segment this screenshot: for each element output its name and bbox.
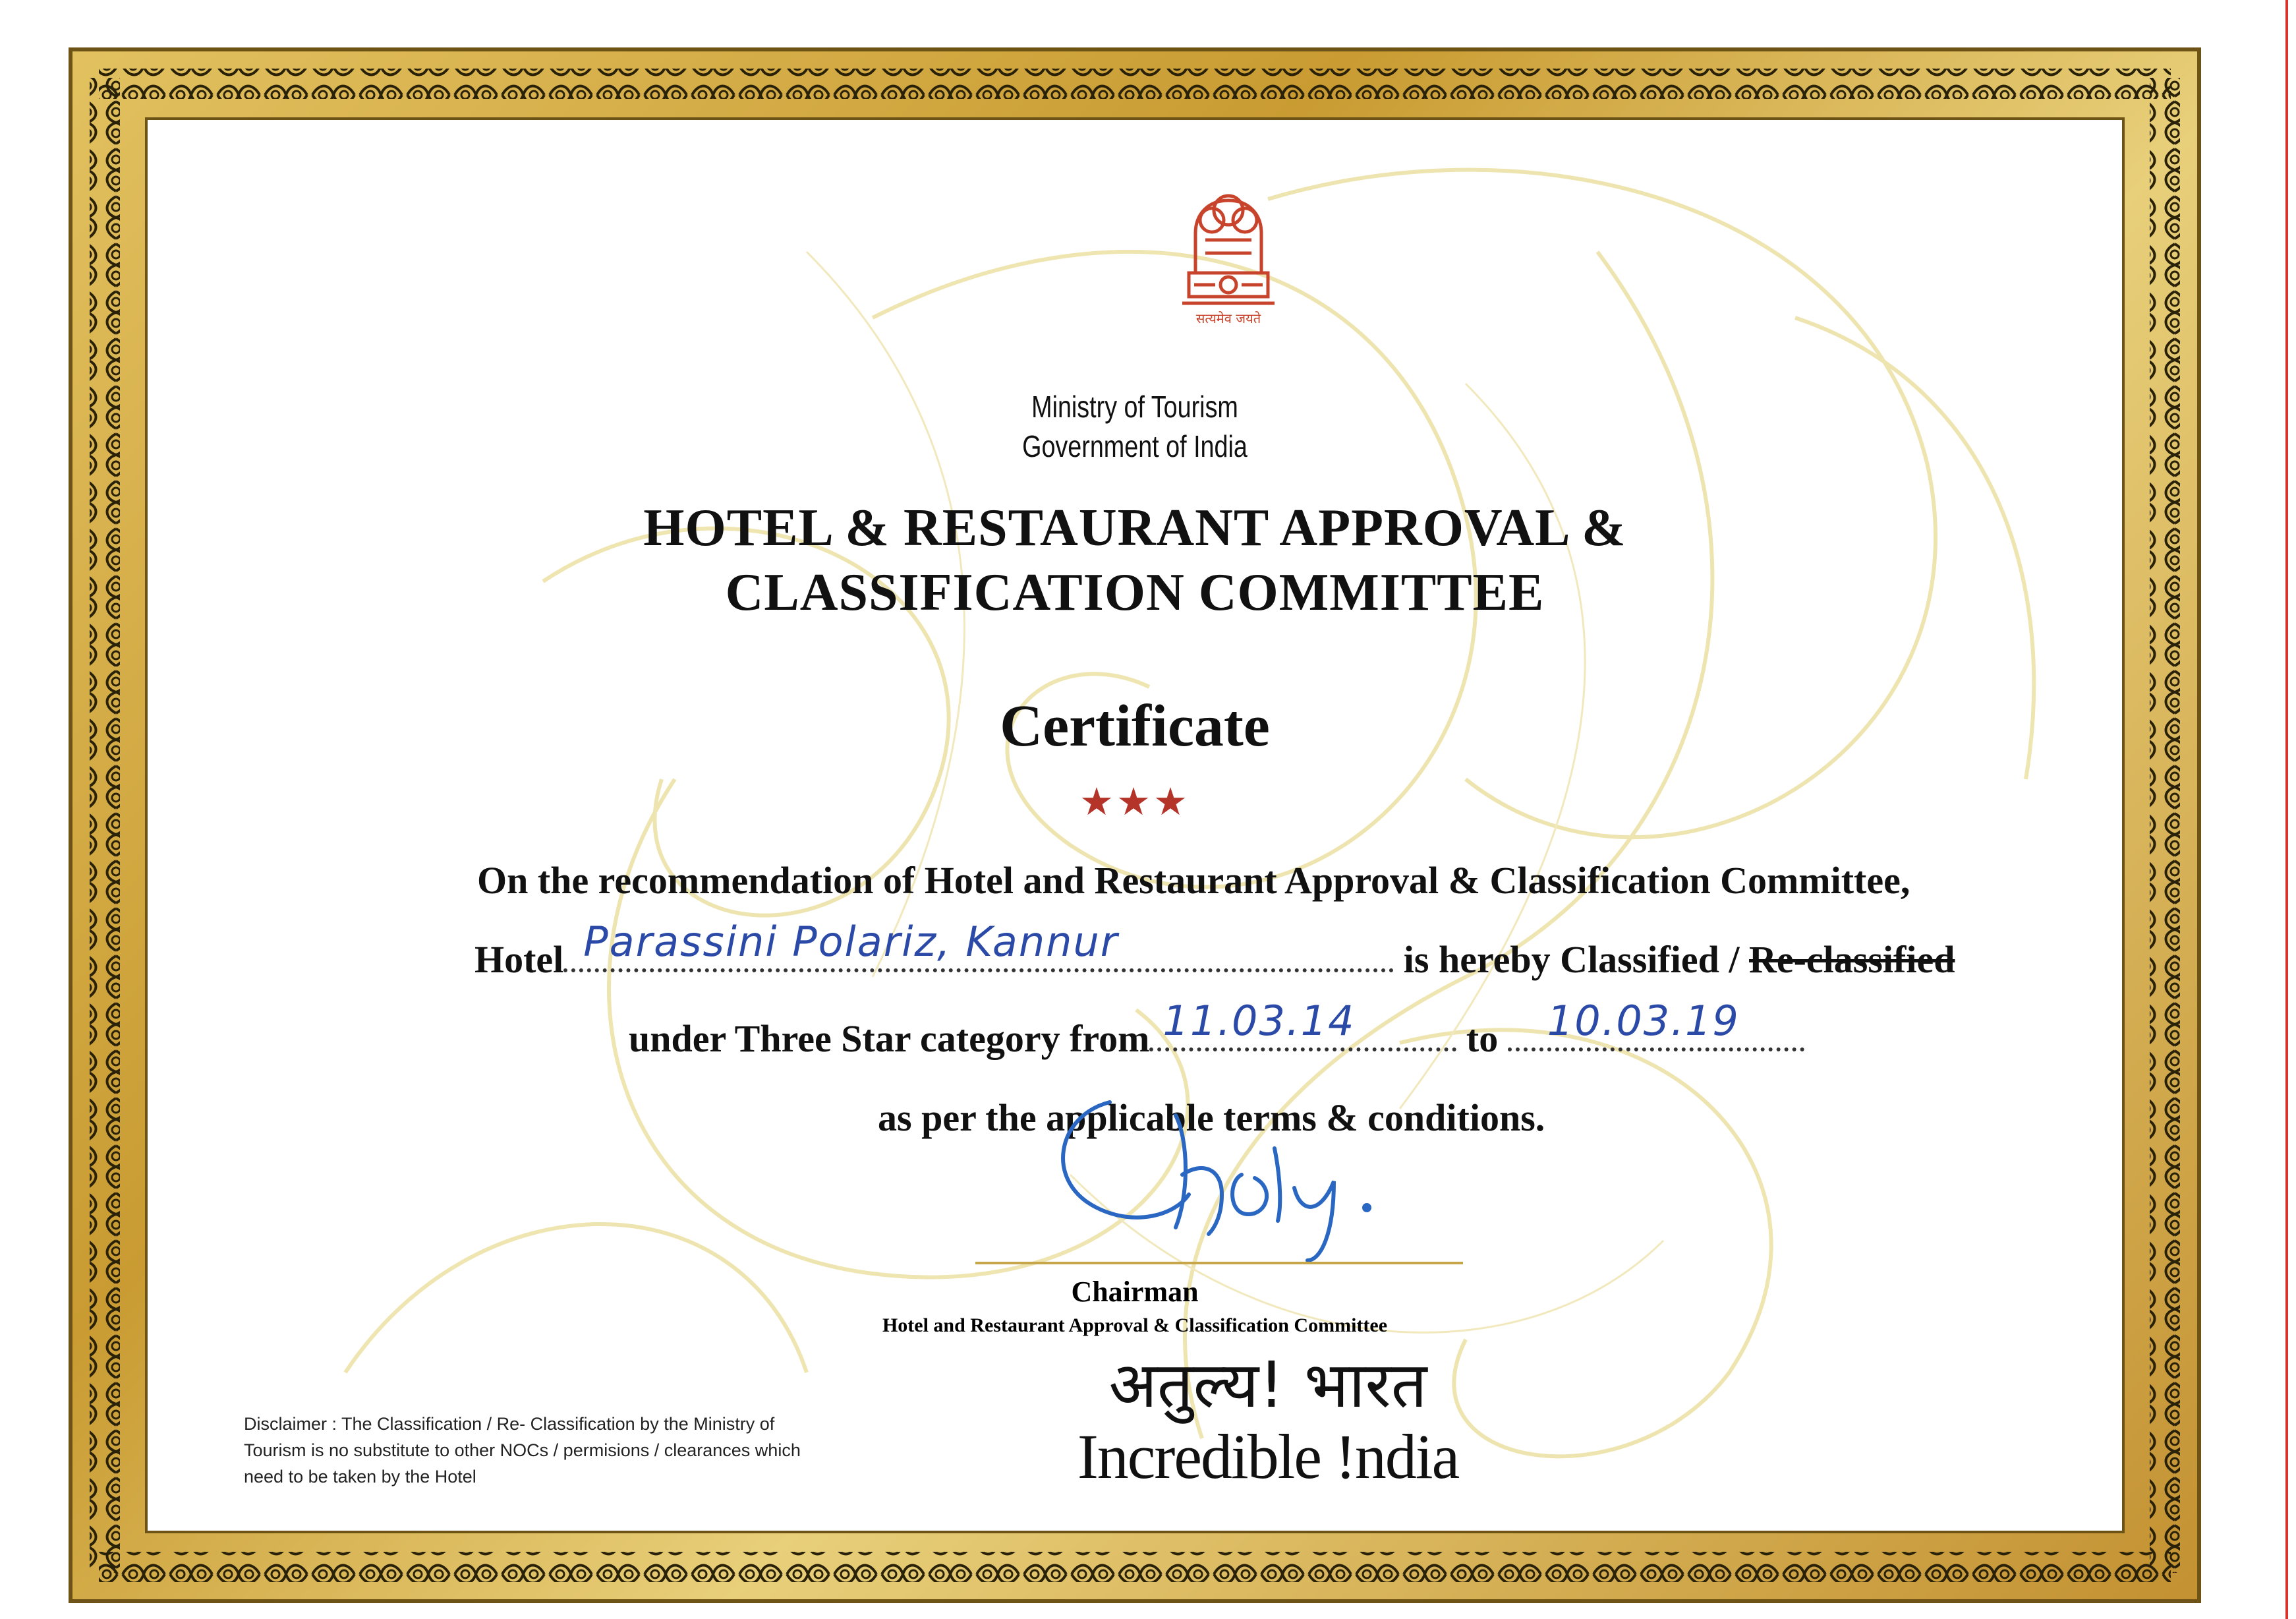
category-line <box>629 997 1804 1061</box>
to-text: to <box>1466 1017 1499 1060</box>
to-date-field <box>1508 997 1804 1051</box>
national-emblem-icon <box>1156 174 1301 332</box>
signature-line <box>975 1262 1463 1264</box>
to-date-handwritten: 10.03.19 <box>1547 997 1740 1045</box>
hotel-name-field <box>563 918 1394 972</box>
committee-title-line-1: HOTEL & RESTAURANT APPROVAL & <box>643 499 1626 557</box>
hotel-name-handwritten: Parassini Polariz, Kannur <box>583 918 1119 966</box>
disclaimer-line-2: Tourism is no substitute to other NOCs / permisions / clearances which <box>244 1440 801 1460</box>
incredible-india-logo: Incredible !ndia <box>1077 1421 1459 1492</box>
chairman-signature <box>965 1063 1492 1280</box>
reclassified-text: Re-classified <box>1748 938 1955 981</box>
emblem-motto: सत्यमेव जयते <box>1195 310 1261 326</box>
recommendation-line: On the recommendation of Hotel and Restaurant Approval & Classification Committee, <box>477 859 1910 902</box>
certificate-heading: Certificate <box>1000 693 1270 759</box>
ministry-line-2: Government of India <box>1022 429 1248 463</box>
star-rating: ★★★ <box>1079 780 1190 823</box>
chairman-subtitle: Hotel and Restaurant Approval & Classification Committee <box>882 1314 1388 1336</box>
disclaimer-line-3: need to be taken by the Hotel <box>244 1467 476 1487</box>
ministry-line-1: Ministry of Tourism <box>1031 390 1238 424</box>
page-edge-line <box>2285 0 2288 1619</box>
committee-title <box>148 496 2122 625</box>
classified-text: is hereby Classified / <box>1403 938 1740 981</box>
ministry-heading <box>326 387 1945 466</box>
certificate-border <box>69 47 2201 1603</box>
chairman-title: Chairman <box>1071 1276 1199 1308</box>
hotel-line <box>474 918 1955 982</box>
committee-title-line-2: CLASSIFICATION COMMITTEE <box>725 564 1545 622</box>
hotel-label: Hotel <box>474 938 564 981</box>
certificate-body <box>145 117 2125 1533</box>
category-text: under Three Star category from <box>629 1017 1150 1060</box>
incredible-india-hindi-logo: अतुल्य! भारत <box>1108 1348 1427 1422</box>
terms-line: as per the applicable terms & conditions. <box>878 1096 1545 1139</box>
from-date-field <box>1149 997 1456 1051</box>
disclaimer <box>244 1411 903 1490</box>
disclaimer-line-1: Disclaimer : The Classification / Re- Classification by the Ministry of <box>244 1414 775 1434</box>
from-date-handwritten: 11.03.14 <box>1162 997 1356 1045</box>
